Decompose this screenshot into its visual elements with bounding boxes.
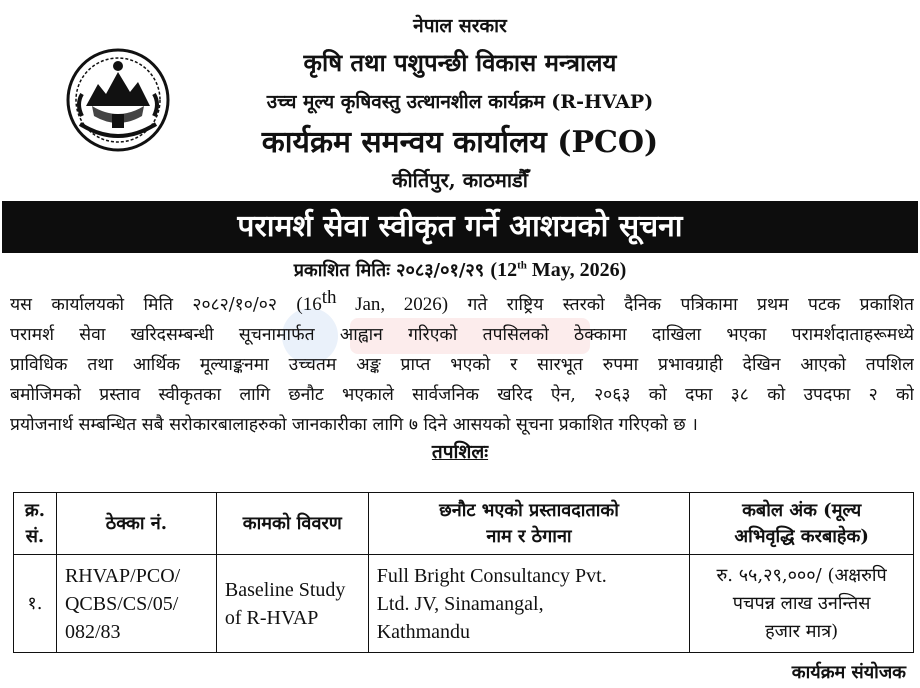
- notice-body: [10, 290, 914, 440]
- published-date-en: (12th May, 2026): [490, 259, 627, 281]
- published-label: प्रकाशित मितिः: [293, 260, 390, 281]
- cell-contract-no: RHVAP/PCO/ QCBS/CS/05/ 082/83: [56, 555, 216, 653]
- program-name: उच्च मूल्य कृषिवस्तु उत्थानशील कार्यक्रम (R-HVAP): [266, 91, 654, 113]
- notice-title-banner: परामर्श सेवा स्वीकृत गर्ने आशयको सूचना: [2, 201, 918, 253]
- letterhead: [0, 0, 920, 196]
- ministry-name: कृषि तथा पशुपन्छी विकास मन्त्रालय: [303, 48, 617, 77]
- header-serial: क्र. सं.: [14, 493, 57, 555]
- cell-serial: १.: [14, 555, 57, 653]
- header-contract-no: ठेक्का नं.: [56, 493, 216, 555]
- notice-body-line: प्राविधिक तथा आर्थिक मूल्याङ्कनमा उच्चतम अङ्क प्राप्त भएको र सारभूत रुपमा प्रभावग्राही देखिन आएको तपशिल: [10, 355, 914, 375]
- cell-amount: रु. ५५,२९,०००/ (अक्षरुपि पचपन्न लाख उनन्तिस हजार मात्र): [690, 555, 914, 653]
- cell-description: Baseline Study of R-HVAP: [216, 555, 368, 653]
- government-name: नेपाल सरकार: [413, 15, 507, 37]
- schedule-title: तपशिलः: [431, 441, 489, 463]
- office-name: कार्यक्रम समन्वय कार्यालय (PCO): [261, 125, 659, 160]
- header-amount: कबोल अंक (मूल्य अभिवृद्धि करबाहेक): [690, 493, 914, 555]
- notice-body-line: प्रयोजनार्थ सम्बन्धित सबै सरोकारबालाहरुको जानकारीका लागि ७ दिने आसयको सूचना प्रकाशित गरिएको छ ।: [10, 415, 698, 435]
- table-header-row: [14, 493, 914, 555]
- header-description: कामको विवरण: [216, 493, 368, 555]
- cell-bidder: Full Bright Consultancy Pvt. Ltd. JV, Sinamangal, Kathmandu: [368, 555, 690, 653]
- notice-body-line: बमोजिमको प्रस्ताव स्वीकृतका लागि छनौट भएकाले सार्वजनिक खरिद ऐन, २०६३ को दफा ३८ को उपदफा २ को: [10, 385, 914, 405]
- table-row: [14, 555, 914, 653]
- published-date: [0, 258, 920, 282]
- header-bidder: छनौट भएको प्रस्तावदाताको नाम र ठेगाना: [368, 493, 690, 555]
- signatory-title: कार्यक्रम संयोजक: [791, 662, 906, 683]
- published-date-np: २०८३/०१/२९: [396, 260, 485, 281]
- office-address: कीर्तिपुर, काठमाडौँ: [392, 168, 528, 192]
- notice-body-line: यस कार्यालयको मिति २०८२/१०/०२ (16th Jan, 2026) गते राष्ट्रिय स्तरको दैनिक पत्रिकामा प्रथम पटक प्रकाशित: [10, 290, 914, 315]
- notice-body-line: परामर्श सेवा खरिदसम्बन्धी सूचनामार्फत आह्वान गरिएको तपसिलको ठेक्कामा दाखिला भएका परामर्शदाताहरूमध्ये: [10, 325, 914, 345]
- schedule-table: [13, 492, 914, 653]
